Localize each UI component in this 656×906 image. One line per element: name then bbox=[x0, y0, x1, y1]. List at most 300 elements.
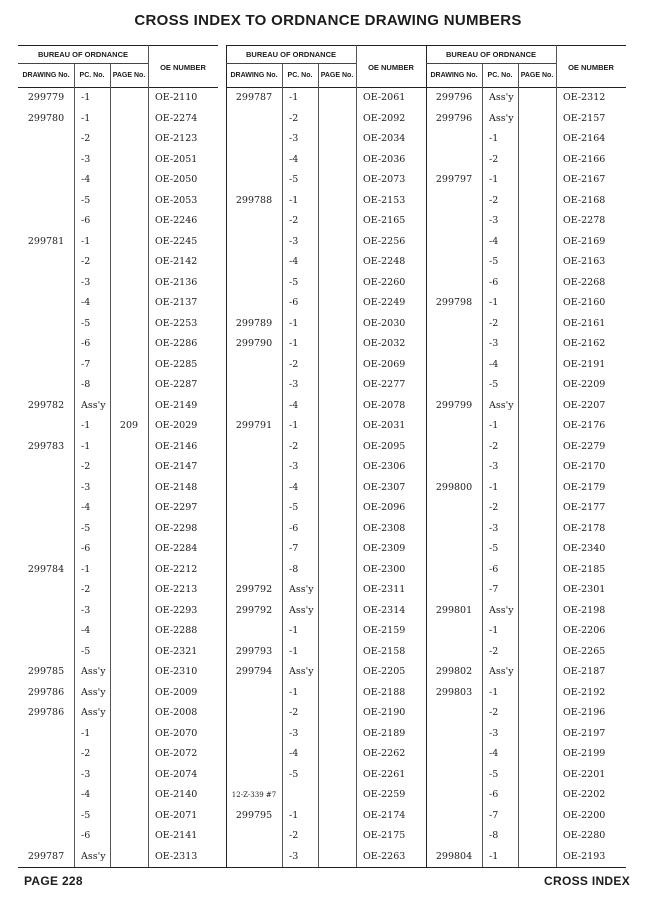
page-no-cell bbox=[318, 847, 356, 868]
table-row bbox=[226, 519, 426, 540]
drawing-no-cell bbox=[18, 601, 74, 622]
table-row bbox=[18, 621, 218, 642]
pc-no-cell: -6 bbox=[81, 830, 91, 841]
pc-no-cell: -2 bbox=[289, 358, 299, 370]
table-row bbox=[426, 150, 626, 171]
column-group bbox=[18, 45, 218, 868]
table-row bbox=[226, 191, 426, 212]
page-no-cell bbox=[518, 601, 556, 622]
page-no-cell bbox=[110, 273, 148, 294]
drawing-no-cell bbox=[426, 539, 482, 560]
page-no-cell bbox=[318, 191, 356, 212]
page-no-cell bbox=[318, 703, 356, 724]
table-row bbox=[226, 396, 426, 417]
oe-number-cell: OE-2287 bbox=[155, 379, 198, 390]
oe-number-cell: OE-2288 bbox=[155, 625, 198, 636]
page-no-cell bbox=[318, 806, 356, 827]
table-row bbox=[426, 662, 626, 683]
page-no-cell bbox=[318, 416, 356, 437]
page-no-cell bbox=[318, 170, 356, 191]
oe-number-cell: OE-2285 bbox=[155, 358, 198, 370]
table-row bbox=[226, 232, 426, 253]
table-row bbox=[426, 273, 626, 294]
page-no-cell bbox=[110, 375, 148, 396]
table-row bbox=[18, 826, 218, 847]
oe-number-cell: OE-2260 bbox=[363, 276, 406, 288]
drawing-no-cell: 299796 bbox=[435, 112, 473, 124]
page-no-cell bbox=[110, 396, 148, 417]
pc-no-cell: -5 bbox=[81, 194, 91, 206]
oe-number-cell: OE-2032 bbox=[363, 338, 406, 349]
oe-number-cell: OE-2161 bbox=[563, 317, 606, 329]
drawing-no-cell bbox=[226, 457, 282, 478]
pc-no-cell: -6 bbox=[81, 215, 91, 226]
pc-no-cell: -7 bbox=[289, 543, 299, 554]
page-no-cell bbox=[110, 437, 148, 458]
pc-no-cell: -2 bbox=[489, 707, 499, 718]
table-row bbox=[426, 826, 626, 847]
pc-no-cell: -8 bbox=[489, 830, 499, 841]
page-no-cell bbox=[518, 724, 556, 745]
oe-number-cell: OE-2168 bbox=[563, 194, 606, 206]
drawing-no-cell bbox=[226, 744, 282, 765]
pc-no-cell: -4 bbox=[81, 502, 91, 513]
pc-no-cell: -4 bbox=[289, 748, 299, 759]
oe-number-header: OE NUMBER bbox=[356, 45, 426, 88]
page-no-cell bbox=[318, 314, 356, 335]
drawing-no-cell: 299787 bbox=[235, 92, 273, 103]
drawing-no-cell bbox=[18, 293, 74, 314]
oe-number-cell: OE-2201 bbox=[563, 768, 606, 780]
table-row bbox=[426, 457, 626, 478]
pc-no-cell: -4 bbox=[289, 153, 299, 165]
table-row bbox=[426, 211, 626, 232]
table-row bbox=[226, 129, 426, 150]
table-row bbox=[18, 355, 218, 376]
page-no-cell bbox=[518, 129, 556, 150]
drawing-no-cell bbox=[18, 478, 74, 499]
page-no-cell bbox=[110, 785, 148, 806]
oe-number-cell: OE-2286 bbox=[155, 338, 198, 349]
page-no-cell bbox=[318, 273, 356, 294]
table-row bbox=[18, 211, 218, 232]
oe-number-cell: OE-2073 bbox=[363, 174, 406, 185]
pc-no-cell: -1 bbox=[489, 850, 499, 862]
table-row bbox=[18, 170, 218, 191]
oe-number-cell: OE-2164 bbox=[563, 133, 606, 144]
pc-no-cell: -3 bbox=[489, 215, 499, 226]
drawing-no-cell bbox=[226, 293, 282, 314]
page-no-cell bbox=[318, 437, 356, 458]
oe-number-cell: OE-2279 bbox=[563, 440, 606, 452]
pc-no-cell: -5 bbox=[289, 174, 299, 185]
pc-no-cell: -1 bbox=[81, 563, 91, 575]
pc-no-cell: -3 bbox=[289, 235, 299, 247]
oe-number-cell: OE-2193 bbox=[563, 850, 606, 862]
drawing-no-cell bbox=[18, 191, 74, 212]
oe-number-cell: OE-2148 bbox=[155, 481, 198, 493]
pc-no-cell: -1 bbox=[289, 625, 299, 636]
page-no-cell bbox=[518, 396, 556, 417]
table-row bbox=[18, 252, 218, 273]
table-row bbox=[226, 683, 426, 704]
oe-number-cell: OE-2051 bbox=[155, 153, 198, 165]
page-no-cell bbox=[518, 273, 556, 294]
pc-no-cell: -1 bbox=[489, 481, 499, 493]
drawing-no-cell bbox=[426, 580, 482, 601]
page-no-cell bbox=[110, 683, 148, 704]
page-no-cell bbox=[318, 580, 356, 601]
page-no-cell bbox=[318, 498, 356, 519]
page-no-cell bbox=[518, 191, 556, 212]
table-row bbox=[426, 416, 626, 437]
table-row bbox=[18, 109, 218, 130]
oe-number-cell: OE-2298 bbox=[155, 522, 198, 534]
oe-number-cell: OE-2136 bbox=[155, 276, 198, 288]
oe-number-cell: OE-2301 bbox=[563, 584, 606, 595]
oe-number-cell: OE-2096 bbox=[363, 502, 406, 513]
table-row bbox=[18, 232, 218, 253]
pc-no-cell: -3 bbox=[81, 481, 91, 493]
page-number: PAGE 228 bbox=[24, 874, 83, 888]
drawing-no-cell bbox=[18, 806, 74, 827]
oe-number-cell: OE-2031 bbox=[363, 420, 406, 431]
page-no-cell bbox=[318, 252, 356, 273]
oe-number-cell: OE-2179 bbox=[563, 481, 606, 493]
bureau-header: BUREAU OF ORDNANCE bbox=[18, 45, 148, 64]
oe-number-cell: OE-2110 bbox=[155, 92, 198, 103]
oe-number-cell: OE-2309 bbox=[363, 543, 406, 554]
drawing-no-cell bbox=[426, 806, 482, 827]
oe-number-cell: OE-2198 bbox=[563, 604, 606, 616]
drawing-no-cell bbox=[18, 252, 74, 273]
drawing-no-cell bbox=[426, 437, 482, 458]
oe-number-cell: OE-2008 bbox=[155, 707, 198, 718]
page-no-cell bbox=[318, 355, 356, 376]
pc-no-cell: -3 bbox=[289, 461, 299, 472]
oe-number-cell: OE-2178 bbox=[563, 522, 606, 534]
pc-no-cell: -1 bbox=[489, 686, 499, 698]
pc-no-cell: Ass'y bbox=[489, 666, 514, 677]
drawing-no-cell bbox=[426, 744, 482, 765]
drawing-no-cell bbox=[226, 478, 282, 499]
drawing-no-cell bbox=[226, 232, 282, 253]
table-row bbox=[426, 109, 626, 130]
table-row bbox=[426, 642, 626, 663]
drawing-no-cell bbox=[18, 642, 74, 663]
pc-no-cell: -1 bbox=[489, 174, 499, 185]
pc-no-cell: -4 bbox=[289, 481, 299, 493]
pc-no-cell: -1 bbox=[81, 727, 91, 739]
table-row bbox=[426, 334, 626, 355]
table-row bbox=[18, 847, 218, 868]
table-row bbox=[18, 580, 218, 601]
oe-number-cell: OE-2146 bbox=[155, 440, 198, 452]
table-row bbox=[226, 150, 426, 171]
oe-number-cell: OE-2095 bbox=[363, 440, 406, 452]
oe-number-cell: OE-2307 bbox=[363, 481, 406, 493]
drawing-no-cell bbox=[426, 785, 482, 806]
table-row bbox=[18, 806, 218, 827]
pc-no-cell: -1 bbox=[289, 338, 299, 349]
page-no-cell bbox=[518, 621, 556, 642]
pc-no-cell: -1 bbox=[289, 645, 299, 657]
table-row bbox=[426, 293, 626, 314]
page-no-cell bbox=[318, 109, 356, 130]
page-no-cell bbox=[518, 252, 556, 273]
page-no-cell bbox=[518, 232, 556, 253]
page-no-cell bbox=[110, 129, 148, 150]
oe-number-cell: OE-2162 bbox=[563, 338, 606, 349]
page-no-cell bbox=[318, 765, 356, 786]
table-row bbox=[18, 539, 218, 560]
pc-no-cell: -1 bbox=[81, 420, 91, 431]
pc-no-cell: -1 bbox=[489, 420, 499, 431]
drawing-no-cell bbox=[18, 765, 74, 786]
drawing-no-cell bbox=[18, 539, 74, 560]
drawing-no-cell bbox=[426, 129, 482, 150]
oe-number-cell: OE-2261 bbox=[363, 768, 406, 780]
drawing-no-cell: 299793 bbox=[235, 645, 273, 657]
oe-number-cell: OE-2092 bbox=[363, 112, 406, 124]
page-no-cell bbox=[110, 847, 148, 868]
drawing-no-cell bbox=[18, 375, 74, 396]
oe-number-cell: OE-2212 bbox=[155, 563, 198, 575]
pc-no-cell: -5 bbox=[81, 809, 91, 821]
page-no-cell bbox=[110, 334, 148, 355]
pc-no-cell: -4 bbox=[289, 399, 299, 411]
table-row bbox=[18, 662, 218, 683]
pc-no-cell: -2 bbox=[489, 194, 499, 206]
drawing-no-cell: 299790 bbox=[235, 338, 273, 349]
page-no-cell bbox=[518, 785, 556, 806]
drawing-no-cell bbox=[18, 498, 74, 519]
page-no-cell bbox=[318, 334, 356, 355]
pc-no-cell: -6 bbox=[289, 297, 299, 308]
drawing-no-cell bbox=[426, 621, 482, 642]
oe-number-cell: OE-2140 bbox=[155, 789, 198, 800]
page-no-cell bbox=[110, 744, 148, 765]
pc-no-cell: -1 bbox=[81, 92, 91, 103]
oe-number-cell: OE-2248 bbox=[363, 256, 406, 267]
pc-no-cell: -1 bbox=[289, 317, 299, 329]
pc-no-cell: Ass'y bbox=[81, 707, 106, 718]
drawing-no-cell bbox=[426, 273, 482, 294]
page-no-cell bbox=[110, 539, 148, 560]
table-row bbox=[18, 416, 218, 437]
drawing-no-cell: 299786 bbox=[27, 686, 65, 698]
page-no-cell bbox=[318, 683, 356, 704]
page-no-cell bbox=[518, 765, 556, 786]
oe-number-cell: OE-2169 bbox=[563, 235, 606, 247]
drawing-no-cell bbox=[226, 765, 282, 786]
page-header: PAGE No. bbox=[320, 72, 354, 79]
page-no-cell bbox=[518, 826, 556, 847]
table-row bbox=[426, 539, 626, 560]
pc-header: PC. No. bbox=[287, 72, 313, 79]
table-row bbox=[18, 437, 218, 458]
drawing-no-cell bbox=[226, 519, 282, 540]
oe-number-cell: OE-2265 bbox=[563, 645, 606, 657]
page-no-cell bbox=[318, 560, 356, 581]
drawing-no-cell: 299779 bbox=[27, 92, 65, 103]
drawing-no-cell bbox=[226, 437, 282, 458]
pc-no-cell: -4 bbox=[489, 748, 499, 759]
pc-no-cell: -1 bbox=[289, 686, 299, 698]
page-no-cell bbox=[518, 519, 556, 540]
pc-no-cell: -2 bbox=[489, 317, 499, 329]
oe-number-cell: OE-2036 bbox=[363, 153, 406, 165]
table-row bbox=[226, 375, 426, 396]
oe-number-cell: OE-2293 bbox=[155, 604, 198, 616]
page-no-cell bbox=[518, 211, 556, 232]
drawing-no-cell bbox=[426, 765, 482, 786]
page-no-cell bbox=[518, 334, 556, 355]
drawing-no-cell bbox=[18, 826, 74, 847]
pc-no-cell: Ass'y bbox=[81, 850, 106, 862]
oe-number-cell: OE-2053 bbox=[155, 194, 198, 206]
drawing-header: DRAWING No. bbox=[22, 72, 70, 79]
table-row bbox=[226, 457, 426, 478]
pc-no-cell: -2 bbox=[289, 707, 299, 718]
drawing-no-cell bbox=[226, 375, 282, 396]
drawing-no-cell bbox=[226, 396, 282, 417]
table-row bbox=[426, 806, 626, 827]
oe-number-cell: OE-2277 bbox=[363, 379, 406, 390]
page-no-cell bbox=[110, 601, 148, 622]
oe-number-cell: OE-2310 bbox=[155, 666, 198, 677]
drawing-no-cell bbox=[226, 621, 282, 642]
pc-header: PC. No. bbox=[487, 72, 513, 79]
page-no-cell bbox=[518, 416, 556, 437]
page-no-cell bbox=[110, 642, 148, 663]
page-no-cell bbox=[110, 457, 148, 478]
pc-no-cell bbox=[289, 785, 318, 806]
pc-no-cell: Ass'y bbox=[289, 604, 314, 616]
table-row bbox=[426, 560, 626, 581]
page-header: PAGE No. bbox=[112, 72, 146, 79]
pc-no-cell: -6 bbox=[81, 543, 91, 554]
page-no-cell bbox=[318, 662, 356, 683]
page-no-cell bbox=[318, 88, 356, 109]
drawing-no-cell bbox=[426, 703, 482, 724]
pc-no-cell: -2 bbox=[81, 584, 91, 595]
page-no-cell bbox=[110, 252, 148, 273]
drawing-no-cell bbox=[18, 744, 74, 765]
page-no-cell bbox=[110, 621, 148, 642]
oe-number-cell: OE-2280 bbox=[563, 830, 606, 841]
page-no-cell bbox=[518, 744, 556, 765]
table-row bbox=[18, 683, 218, 704]
page-no-cell bbox=[110, 109, 148, 130]
drawing-header: DRAWING No. bbox=[230, 72, 278, 79]
oe-number-cell: OE-2205 bbox=[363, 666, 406, 677]
table-row bbox=[18, 765, 218, 786]
drawing-no-cell bbox=[226, 539, 282, 560]
drawing-no-cell bbox=[18, 334, 74, 355]
drawing-no-cell: 299780 bbox=[27, 112, 65, 124]
drawing-no-cell bbox=[426, 498, 482, 519]
oe-number-cell: OE-2284 bbox=[155, 543, 198, 554]
drawing-no-cell bbox=[18, 416, 74, 437]
drawing-no-cell bbox=[426, 826, 482, 847]
oe-number-cell: OE-2253 bbox=[155, 317, 198, 329]
drawing-no-cell bbox=[426, 334, 482, 355]
page-no-cell bbox=[518, 498, 556, 519]
table-row bbox=[426, 785, 626, 806]
table-row bbox=[226, 662, 426, 683]
page-no-cell bbox=[518, 170, 556, 191]
table-row bbox=[18, 457, 218, 478]
oe-number-cell: OE-2147 bbox=[155, 461, 198, 472]
pc-no-cell: -1 bbox=[489, 625, 499, 636]
drawing-no-cell bbox=[18, 355, 74, 376]
pc-no-cell: -5 bbox=[489, 543, 499, 554]
page-no-cell bbox=[518, 314, 556, 335]
oe-number-cell: OE-2070 bbox=[155, 727, 198, 739]
pc-no-cell: -1 bbox=[289, 809, 299, 821]
drawing-no-cell: 299785 bbox=[27, 666, 65, 677]
oe-number-cell: OE-2175 bbox=[363, 830, 406, 841]
drawing-no-cell bbox=[426, 724, 482, 745]
oe-number-cell: OE-2071 bbox=[155, 809, 198, 821]
table-row bbox=[226, 703, 426, 724]
page-no-cell bbox=[518, 88, 556, 109]
table-row bbox=[226, 498, 426, 519]
oe-number-cell: OE-2159 bbox=[363, 625, 406, 636]
drawing-no-cell: 299800 bbox=[435, 481, 473, 493]
pc-no-cell: -3 bbox=[289, 133, 299, 144]
pc-no-cell: -2 bbox=[489, 645, 499, 657]
table-row bbox=[426, 252, 626, 273]
oe-number-cell: OE-2209 bbox=[563, 379, 606, 390]
pc-no-cell: Ass'y bbox=[489, 92, 514, 103]
pc-no-cell: -3 bbox=[289, 850, 299, 862]
page-no-cell bbox=[318, 150, 356, 171]
oe-number-cell: OE-2188 bbox=[363, 686, 406, 698]
table-row bbox=[426, 191, 626, 212]
drawing-no-cell bbox=[426, 211, 482, 232]
pc-no-cell: -7 bbox=[489, 809, 499, 821]
pc-no-cell: -2 bbox=[81, 133, 91, 144]
page-no-cell bbox=[318, 293, 356, 314]
drawing-no-cell bbox=[18, 785, 74, 806]
pc-no-cell: -3 bbox=[81, 153, 91, 165]
drawing-header: DRAWING No. bbox=[430, 72, 478, 79]
pc-no-cell: Ass'y bbox=[81, 666, 106, 677]
oe-number-cell: OE-2202 bbox=[563, 789, 606, 800]
table-row bbox=[226, 109, 426, 130]
oe-number-cell: OE-2311 bbox=[363, 584, 406, 595]
table-row bbox=[426, 88, 626, 109]
oe-number-cell: OE-2297 bbox=[155, 502, 198, 513]
oe-number-cell: OE-2314 bbox=[363, 604, 406, 616]
drawing-no-cell: 299794 bbox=[235, 666, 273, 677]
pc-no-cell: -6 bbox=[489, 563, 499, 575]
table-row bbox=[426, 498, 626, 519]
drawing-no-cell bbox=[18, 170, 74, 191]
table-row bbox=[18, 129, 218, 150]
pc-no-cell: -5 bbox=[81, 522, 91, 534]
page-no-cell bbox=[110, 88, 148, 109]
section-label: CROSS INDEX bbox=[544, 874, 630, 888]
oe-number-cell: OE-2192 bbox=[563, 686, 606, 698]
drawing-no-cell bbox=[426, 355, 482, 376]
page-no-cell bbox=[318, 724, 356, 745]
oe-number-cell: OE-2166 bbox=[563, 153, 606, 165]
page-no-cell bbox=[318, 642, 356, 663]
drawing-no-cell: 299783 bbox=[27, 440, 65, 452]
